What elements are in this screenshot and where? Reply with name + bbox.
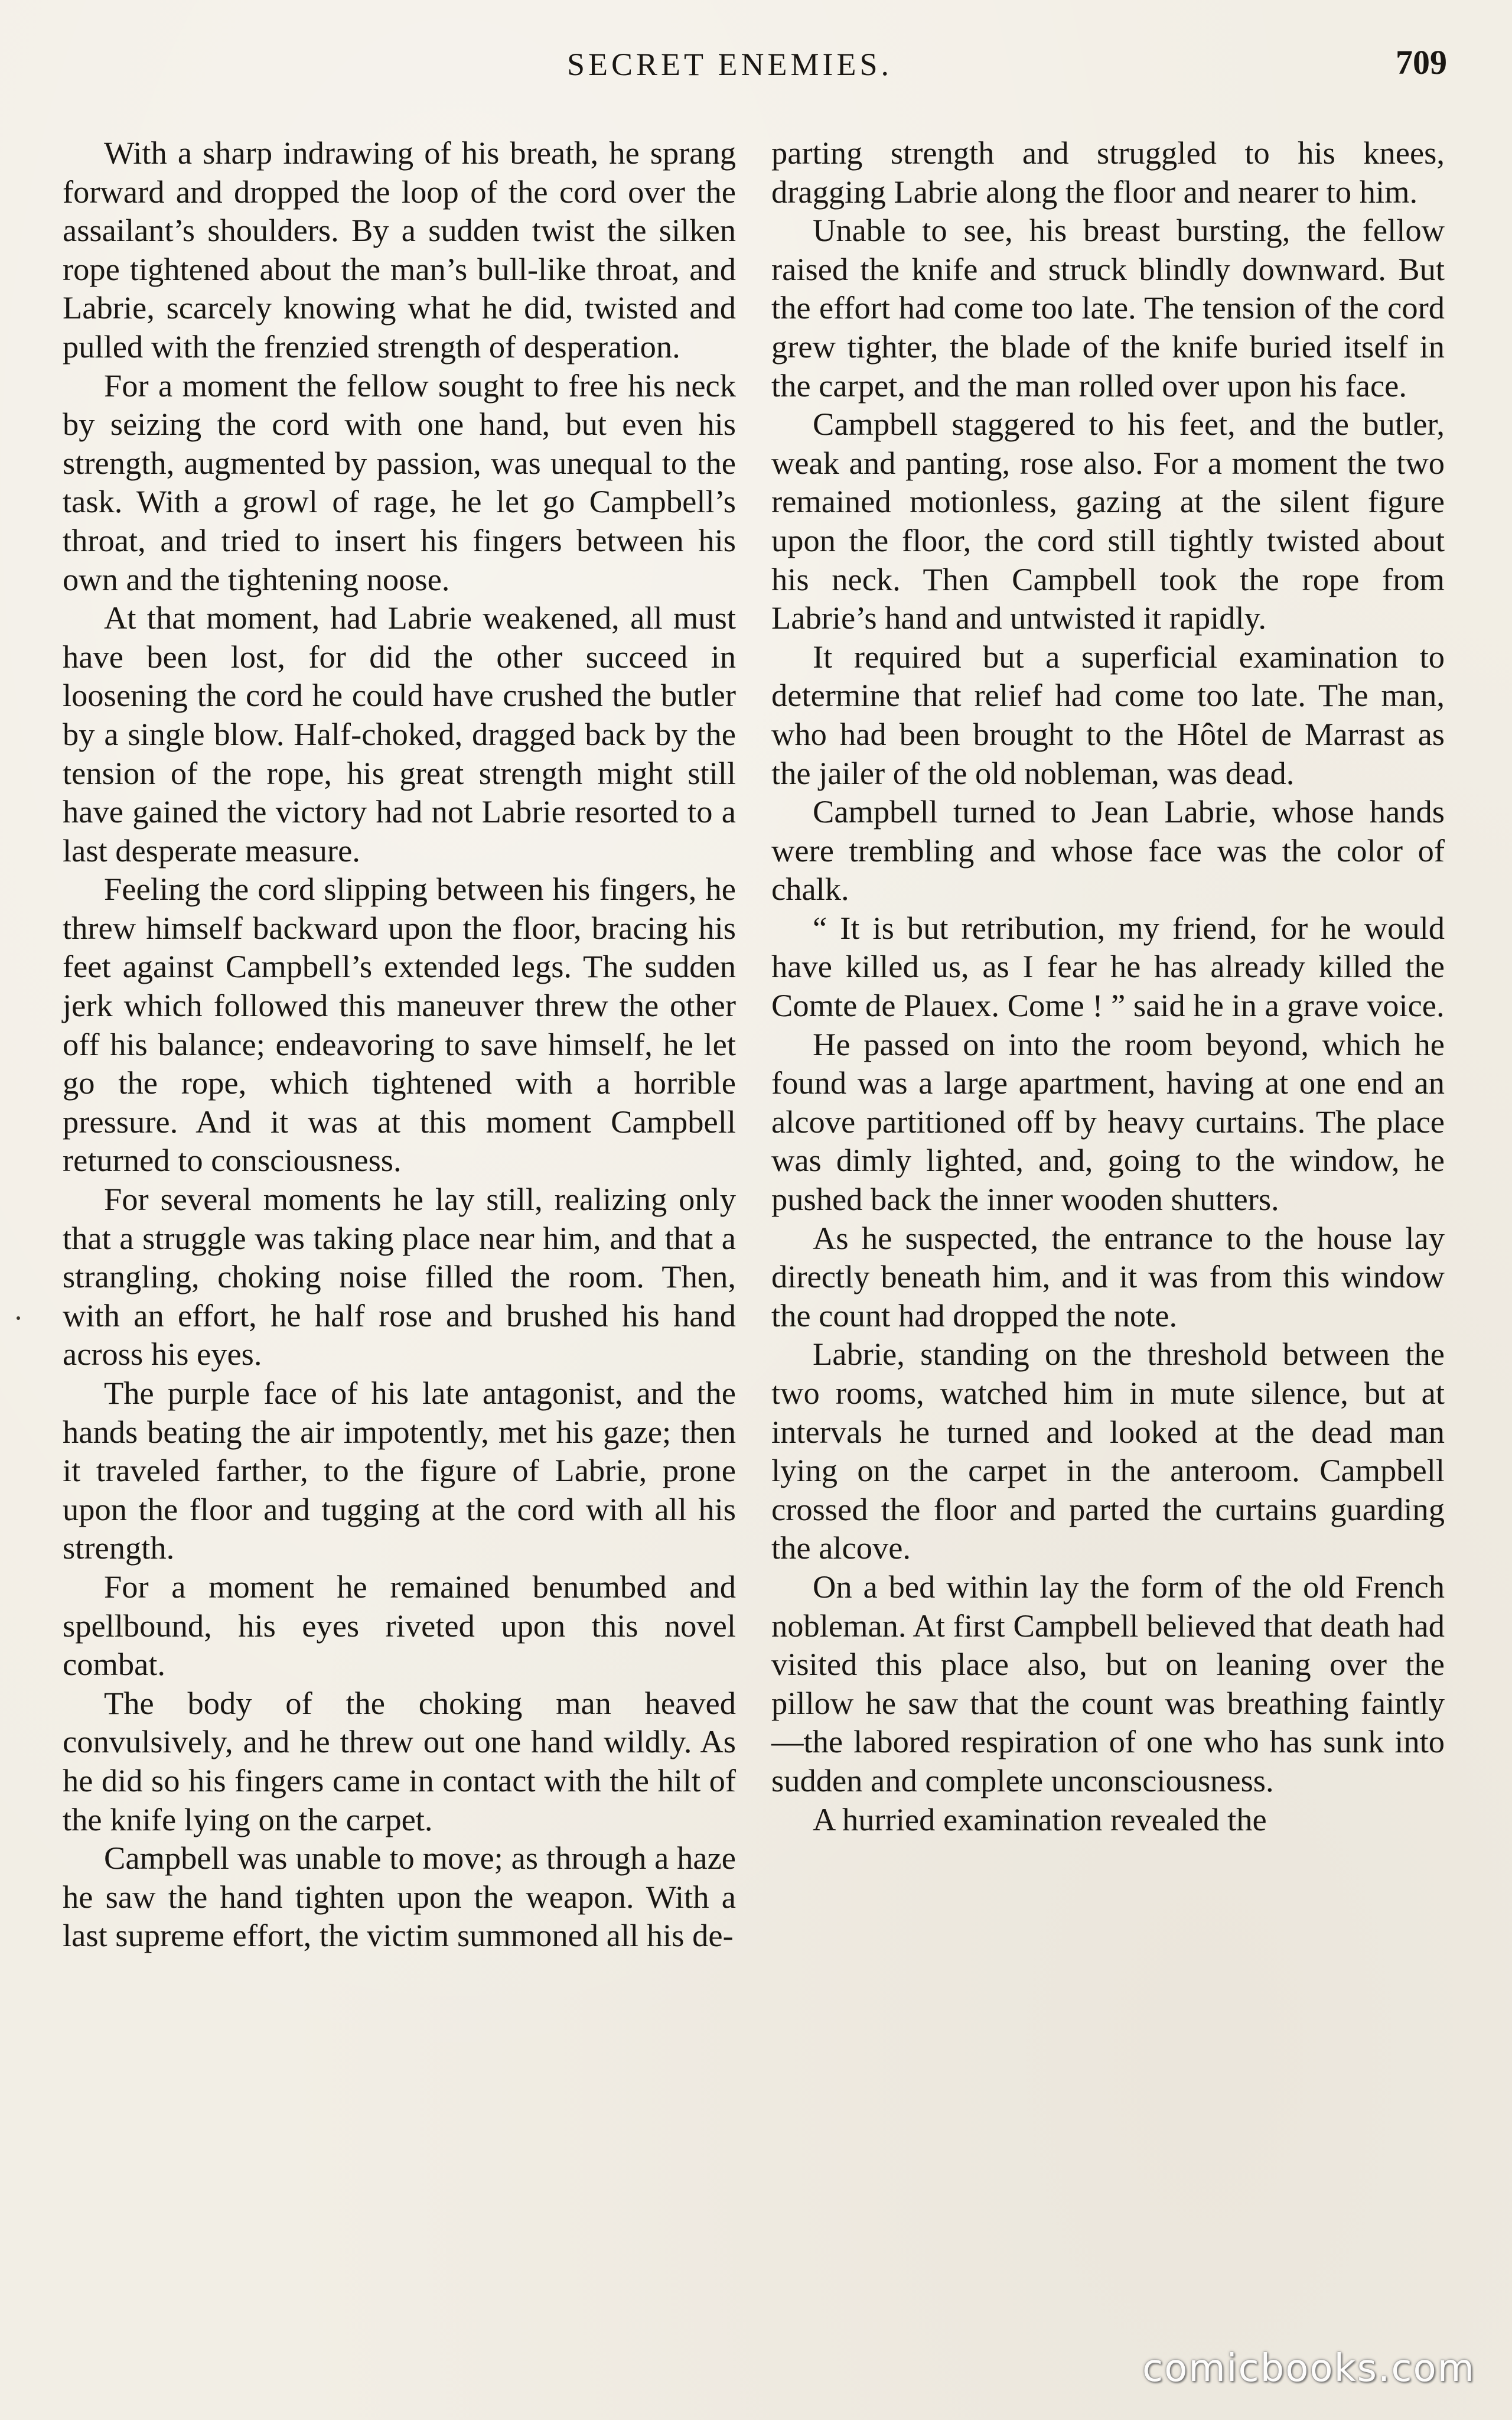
paragraph: “ It is but retribution, my friend, for he would have killed us, as I fear he has already killed the Comte de Plauex. Come ! ” said he in a grave voice. (771, 909, 1445, 1024)
paragraph: The purple face of his late antagonist, and the hands beating the air impotently, met his gaze; then it traveled farther, to the figure of Labrie, prone upon the floor and tugging at the cord with all his strength. (63, 1375, 736, 1566)
paragraph: With a sharp indrawing of his breath, he sprang forward and dropped the loop of the cord over the assailant’s shoulders. By a sudden twist the silken rope tightened about the man’s bull-like throat, and Labrie, scarcely knowing what he did, twisted and pulled with the frenzied strength of desperation. (63, 135, 736, 365)
paragraph: On a bed within lay the form of the old French nobleman. At first Campbell believed that death had visited this place also, but on leaning over the pillow he saw that the count was breathing faintly —the labored respiration of one who has sunk into sudden and complete unconsciousness. (771, 1568, 1445, 1798)
paragraph: For a moment the fellow sought to free his neck by seizing the cord with one hand, but even his strength, augmented by passion, was unequal to the task. With a growl of rage, he let go Campbell’s throat, and tried to insert his fingers between his own and the tightening noose. (63, 367, 736, 597)
paragraph: Campbell turned to Jean Labrie, whose hands were trembling and whose face was the color of chalk. (771, 793, 1445, 908)
page-header (0, 43, 1512, 99)
paragraph-continued: parting strength and struggled to his knees, dragging Labrie along the floor and nearer to him. (771, 135, 1445, 210)
left-column (63, 134, 736, 1955)
running-title: SECRET ENEMIES. (567, 47, 893, 82)
paragraph: Campbell was unable to move; as through a haze he saw the hand tighten upon the weapon. With a last supreme effort, the victim summoned all his de- (63, 1840, 736, 1954)
paragraph: At that moment, had Labrie weakened, all must have been lost, for did the other succeed in loosening the cord he could have crushed the butler by a single blow. Half-choked, dragged back by the tension of the rope, his great strength might still have gained the victory had not Labrie resorted to a last desperate measure. (63, 600, 736, 869)
paragraph: Unable to see, his breast bursting, the fellow raised the knife and struck blindly downward. But the effort had come too late. The tension of the cord grew tighter, the blade of the knife buried itself in the carpet, and the man rolled over upon his face. (771, 212, 1445, 404)
paragraph: He passed on into the room beyond, which he found was a large apartment, having at one end an alcove partitioned off by heavy curtains. The place was dimly lighted, and, going to the window, he pushed back the inner wooden shutters. (771, 1026, 1445, 1218)
paragraph: The body of the choking man heaved convulsively, and he threw out one hand wildly. As he did so his fingers came in contact with the hilt of the knife lying on the carpet. (63, 1684, 736, 1837)
watermark-logo: comicbooks.com (1142, 2347, 1475, 2390)
paragraph: Campbell staggered to his feet, and the butler, weak and panting, rose also. For a moment the two remained motionless, gazing at the silent figure upon the floor, the cord still tightly twisted about his neck. Then Campbell took the rope from Labrie’s hand and untwisted it rapidly. (771, 406, 1445, 636)
paragraph: For a moment he remained benumbed and spellbound, his eyes riveted upon this novel combat. (63, 1568, 736, 1683)
page-number: 709 (1396, 43, 1447, 82)
paragraph: A hurried examination revealed the (813, 1801, 1267, 1837)
paragraph: As he suspected, the entrance to the house lay directly beneath him, and it was from this window the count had dropped the note. (771, 1219, 1445, 1333)
paragraph: Feeling the cord slipping between his fingers, he threw himself backward upon the floor, bracing his feet against Campbell’s extended legs. The sudden jerk which followed this maneuver threw the other off his balance; endeavoring to save himself, he let go the rope, which tightened with a horrible pressure. And it was at this moment Campbell returned to consciousness. (63, 871, 736, 1179)
paragraph: It required but a superficial examination to determine that relief had come too late. The man, who had been brought to the Hôtel de Marrast as the jailer of the old nobleman, was dead. (771, 638, 1445, 791)
paragraph: For several moments he lay still, realizing only that a struggle was taking place near him, and that a strangling, choking noise filled the room. Then, with an effort, he half rose and brushed his hand across his eyes. (63, 1181, 736, 1372)
paragraph: Labrie, standing on the threshold between the two rooms, watched him in mute silence, but at intervals he turned and looked at the dead man lying on the carpet in the anteroom. Campbell crossed the floor and parted the curtains guarding the alcove. (771, 1336, 1445, 1566)
print-speck (17, 1316, 20, 1320)
right-column (771, 134, 1445, 1839)
